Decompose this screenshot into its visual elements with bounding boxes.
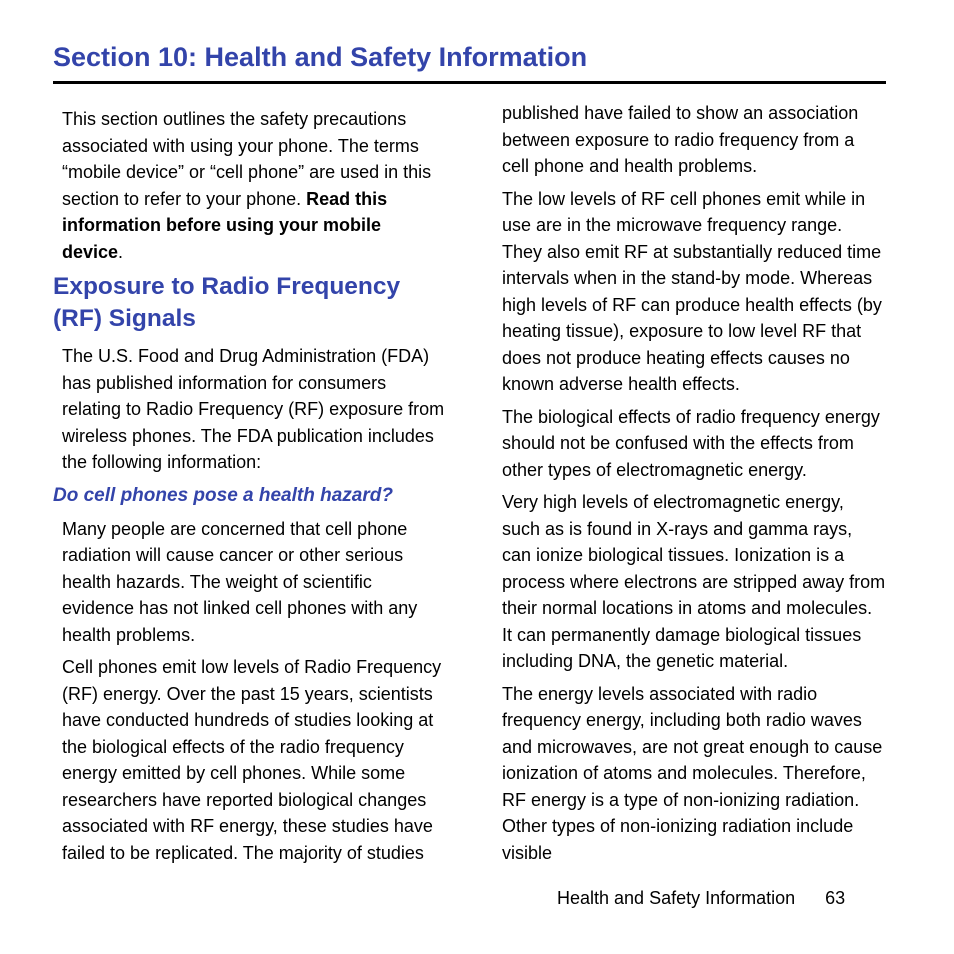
intro-paragraph <box>62 106 445 265</box>
paragraph-studies: Cell phones emit low levels of Radio Frequency (RF) energy. Over the past 15 years, scientists have conducted hundreds of studies looking at the biological effects of the radio frequency energy emitted by cell phones. While some researchers have reported biological changes associated with RF energy, these studies have failed to be replicated. The majority of studies <box>62 657 442 863</box>
title-rule <box>53 81 886 84</box>
paragraph-low-levels: The low levels of RF cell phones emit while in use are in the microwave frequency range. They also emit RF at substantially reduced time intervals when in the stand-by mode. Whereas high levels of RF can produce health effects (by heating tissue), exposure to low level RF that does not produce heating effects causes no known adverse health effects. <box>502 188 882 394</box>
intro-text: This section outlines the safety precautions associated with using your phone. The terms “mobile device” or “cell phone” are used in this section to refer to your phone. <box>62 109 432 209</box>
paragraph-biological: The biological effects of radio frequency energy should not be confused with the effects from other types of electromagnetic energy. <box>502 406 880 480</box>
paragraph-fda: The U.S. Food and Drug Administration (FDA) has published information for consumers relating to Radio Frequency (RF) exposure from wireless phones. The FDA publication includes the following information: <box>62 346 445 472</box>
intro-bold-text: Read this information before using your mobile device <box>62 188 388 262</box>
page-number: 63 <box>825 888 846 908</box>
left-column <box>53 106 445 872</box>
heading-rf-signals: Exposure to Radio Frequency (RF) Signals <box>53 273 401 332</box>
section-title: Section 10: Health and Safety Information <box>53 42 588 72</box>
paragraph-high-levels: Very high levels of electromagnetic energy, such as is found in X-rays and gamma rays, can ionize biological tissues. Ionization is a process where electrons are stripped away from their normal locations in atoms and molecules. It can permanently damage biological tissues including DNA, the genetic material. <box>502 492 886 671</box>
page-footer <box>557 885 845 911</box>
right-column <box>502 100 886 872</box>
paragraph-continued: published have failed to show an association between exposure to radio frequency from a cell phone and health problems. <box>502 103 859 176</box>
paragraph-concern: Many people are concerned that cell phone radiation will cause cancer or other serious health hazards. The weight of scientific evidence has not linked cell phones with any health problems. <box>62 518 418 645</box>
subheading-health-hazard: Do cell phones pose a health hazard? <box>53 484 393 506</box>
paragraph-energy-levels: The energy levels associated with radio frequency energy, including both radio waves and microwaves, are not great enough to cause ionization of atoms and molecules. Therefore, RF energy is a type of non-ionizing radiation. Other types of non-ionizing radiation include visible <box>502 683 883 863</box>
intro-end: . <box>118 241 124 262</box>
footer-label: Health and Safety Information <box>557 888 796 908</box>
